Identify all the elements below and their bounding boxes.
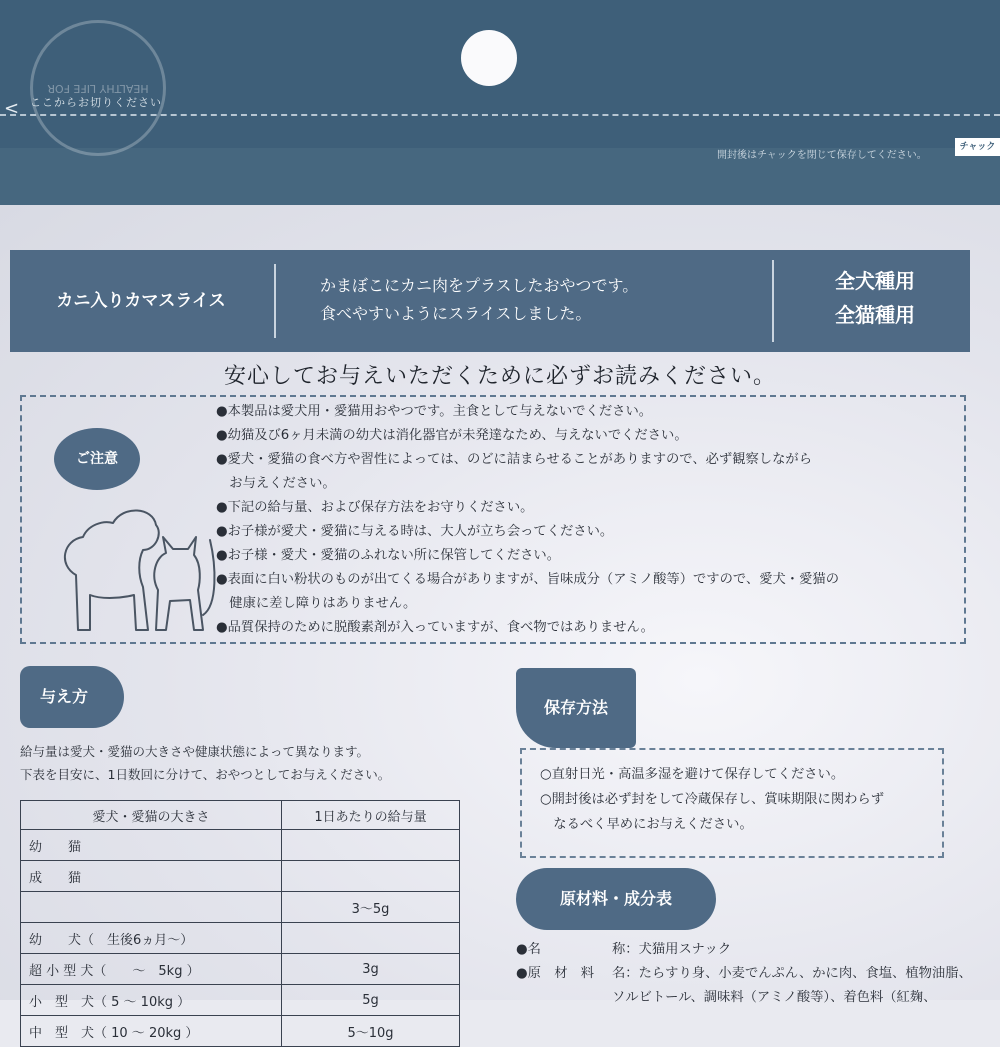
storage-item: ○開封後は必ず封をして冷蔵保存し、賞味期限に関わらず (540, 792, 885, 807)
col-amount-header: 1日あたりの給与量 (282, 801, 460, 830)
caution-item: ●幼猫及び6ヶ月未満の幼犬は消化器官が未発達なため、与えないでください。 (216, 428, 688, 443)
feeding-intro (20, 740, 390, 786)
caution-item: ●愛犬・愛猫の食べ方や習性によっては、のどに詰まらせることがありますので、必ず観察しながら (216, 452, 812, 467)
ingredient-key: ●名 (516, 942, 541, 957)
table-row (21, 923, 460, 954)
caution-item: ●本製品は愛犬用・愛猫用おやつです。主食として与えないでください。 (216, 404, 653, 419)
product-banner (10, 250, 970, 352)
amount-cell: 3g (282, 954, 460, 985)
amount-cell (282, 923, 460, 954)
ingredient-row (516, 962, 1000, 986)
size-cell: 小 型 犬（ 5 〜 10kg ） (21, 985, 282, 1016)
storage-label: 保存方法 (516, 668, 636, 748)
banner-divider (772, 260, 774, 342)
caution-label: ご注意 (54, 428, 140, 490)
size-cell: 幼 猫 (21, 830, 282, 861)
tear-here-text: ここからお切りください (30, 96, 162, 109)
feeding-label: 与え方 (20, 666, 124, 728)
product-name: カニ入りカマスライス (56, 291, 226, 311)
size-cell: 中 型 犬（ 10 〜 20kg ） (21, 1016, 282, 1047)
table-row (21, 830, 460, 861)
ingredient-value: 名：たらすり身、小麦でんぷん、かに肉、食塩、植物油脂、 (612, 966, 972, 981)
size-cell: 幼 犬（ 生後6ヵ月〜） (21, 923, 282, 954)
amount-cell (282, 830, 460, 861)
size-cell: 成 猫 (21, 861, 282, 892)
caution-item: ●お子様・愛犬・愛猫のふれない所に保管してください。 (216, 548, 561, 563)
caution-item: お与えください。 (216, 476, 336, 491)
table-row (21, 954, 460, 985)
must-read-heading: 安心してお与えいただくために必ずお読みください。 (223, 364, 776, 389)
col-size-header: 愛犬・愛猫の大きさ (21, 801, 282, 830)
for-cats: 全猫種用 (835, 303, 915, 327)
amount-cell: 5〜10g (282, 1016, 460, 1047)
size-cell (21, 892, 282, 923)
cut-arrow-icon: < (4, 98, 20, 119)
storage-item: なるべく早めにお与えください。 (540, 817, 753, 832)
feeding-table (20, 800, 460, 1047)
feeding-intro-line: 給与量は愛犬・愛猫の大きさや健康状態によって異なります。 (20, 744, 370, 759)
ingredient-value: 称：犬猫用スナック (612, 942, 732, 957)
dog-and-cat-illustration-icon (38, 495, 223, 635)
zipper-note: 開封後はチャックを閉じて保存してください。 (717, 150, 927, 161)
table-header-row (21, 801, 460, 830)
caution-item: ●表面に白い粉状のものが出てくる場合がありますが、旨味成分（アミノ酸等）ですので、愛犬・愛猫の (216, 572, 839, 587)
target-animals (810, 264, 940, 332)
ingredient-row (516, 986, 1000, 1010)
zipper-tag: チャック (955, 138, 1000, 156)
ingredient-value: ソルビトール、調味料（アミノ酸等）、着色料（紅麹、 (612, 990, 937, 1005)
tear-line (0, 114, 1000, 116)
table-row (21, 861, 460, 892)
size-cell: 超 小 型 犬（ 〜 5kg ） (21, 954, 282, 985)
product-description (320, 272, 638, 328)
amount-cell: 5g (282, 985, 460, 1016)
caution-item: ●下記の給与量、および保存方法をお守りください。 (216, 500, 534, 515)
ingredient-key: ●原 材 料 (516, 966, 595, 981)
ingredients-label: 原材料・成分表 (516, 868, 716, 930)
faded-brand-logo: HEALTHY LIFE FOR (30, 20, 166, 156)
caution-item: ●品質保持のために脱酸素剤が入っていますが、食べ物ではありません。 (216, 620, 654, 635)
ingredients-list (516, 938, 1000, 1010)
storage-list (540, 762, 960, 837)
table-row (21, 1016, 460, 1047)
for-dogs: 全犬種用 (835, 269, 915, 293)
storage-item: ○直射日光・高温多湿を避けて保存してください。 (540, 767, 845, 782)
ingredient-row (516, 938, 1000, 962)
table-row (21, 892, 460, 923)
description-line: かまぼこにカニ肉をプラスしたおやつです。 (320, 276, 639, 295)
description-line: 食べやすいようにスライスしました。 (320, 304, 592, 323)
caution-item: ●お子様が愛犬・愛猫に与える時は、大人が立ち会ってください。 (216, 524, 614, 539)
hang-hole (461, 30, 517, 86)
banner-divider (274, 264, 276, 338)
amount-cell: 3〜5g (282, 892, 460, 923)
feeding-intro-line: 下表を目安に、1日数回に分けて、おやつとしてお与えください。 (20, 767, 391, 782)
caution-list (216, 400, 961, 640)
table-row (21, 985, 460, 1016)
caution-item: 健康に差し障りはありません。 (216, 596, 417, 611)
amount-cell (282, 861, 460, 892)
